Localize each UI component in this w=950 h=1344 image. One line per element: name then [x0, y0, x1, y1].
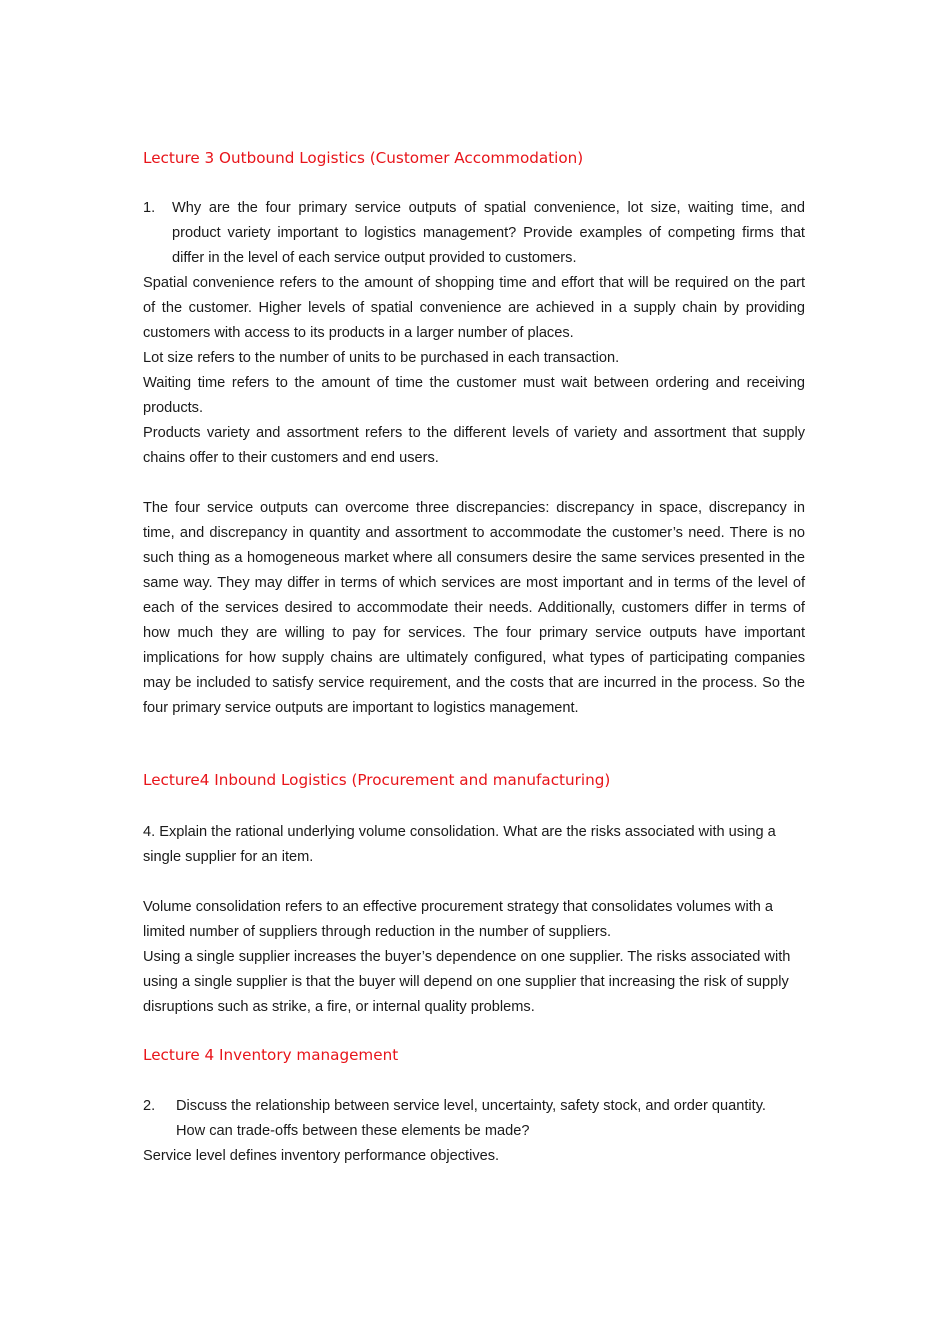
question-2-line-2-wrap — [143, 1119, 805, 1144]
question-4-text: 4. Explain the rational underlying volume consolidation. What are the risks associated with using a single supplier for an item. — [143, 824, 776, 865]
answer-lot-size: Lot size refers to the number of units to be purchased in each transaction. — [143, 350, 620, 366]
lecture-4-inbound-heading: Lecture4 Inbound Logistics (Procurement and manufacturing) — [143, 771, 611, 789]
answer-waiting-time: Waiting time refers to the amount of time the customer must wait between ordering and receiving products. — [143, 375, 805, 416]
answer-single-supplier-risk: Using a single supplier increases the buyer’s dependence on one supplier. The risks associated with using a single supplier is that the buyer will depend on one supplier that increasing the risk of supply disruptions such as strike, a fire, or internal quality problems. — [143, 949, 791, 1015]
lecture-3-heading: Lecture 3 Outbound Logistics (Customer Accommodation) — [143, 149, 584, 167]
answer-volume-consolidation: Volume consolidation refers to an effective procurement strategy that consolidates volumes with a limited number of suppliers through reduction in the number of suppliers. — [143, 899, 774, 940]
lecture-4-inventory-heading: Lecture 4 Inventory management — [143, 1046, 399, 1064]
question-2 — [143, 1094, 805, 1119]
answer-product-variety: Products variety and assortment refers to the different levels of variety and assortment that supply chains offer to their customers and end users. — [143, 425, 805, 466]
question-2-line-2: How can trade-offs between these elements be made? — [176, 1123, 530, 1139]
answer-service-level: Service level defines inventory performance objectives. — [143, 1148, 500, 1164]
question-1 — [143, 196, 805, 271]
question-1-number: 1. — [143, 200, 156, 216]
question-1-text: Why are the four primary service outputs of spatial convenience, lot size, waiting time, and product variety important to logistics management? Provide examples of competing firms that differ in the level of each service output provided to customers. — [172, 200, 805, 266]
question-2-number: 2. — [143, 1098, 156, 1114]
discussion-paragraph: The four service outputs can overcome three discrepancies: discrepancy in space, discrepancy in time, and discrepancy in quantity and assortment to accommodate the customer’s need. There is no such thing as a homogeneous market where all consumers desire the same services presented in the same way. They may differ in terms of which services are most important and in terms of the level of each of the services desired to accommodate their needs. Additionally, customers differ in terms of how much they are willing to pay for services. The four primary service outputs have important implications for how supply chains are ultimately configured, what types of participating companies may be included to satisfy service requirement, and the costs that are incurred in the process. So the four primary service outputs are important to logistics management. — [143, 500, 805, 716]
document-content — [143, 146, 805, 1169]
answer-spatial-convenience: Spatial convenience refers to the amount of shopping time and effort that will be required on the part of the customer. Higher levels of spatial convenience are achieved in a supply chain by providing customers with access to its products in a larger number of places. — [143, 275, 805, 341]
question-2-line-1: Discuss the relationship between service level, uncertainty, safety stock, and order quantity. — [176, 1098, 766, 1114]
